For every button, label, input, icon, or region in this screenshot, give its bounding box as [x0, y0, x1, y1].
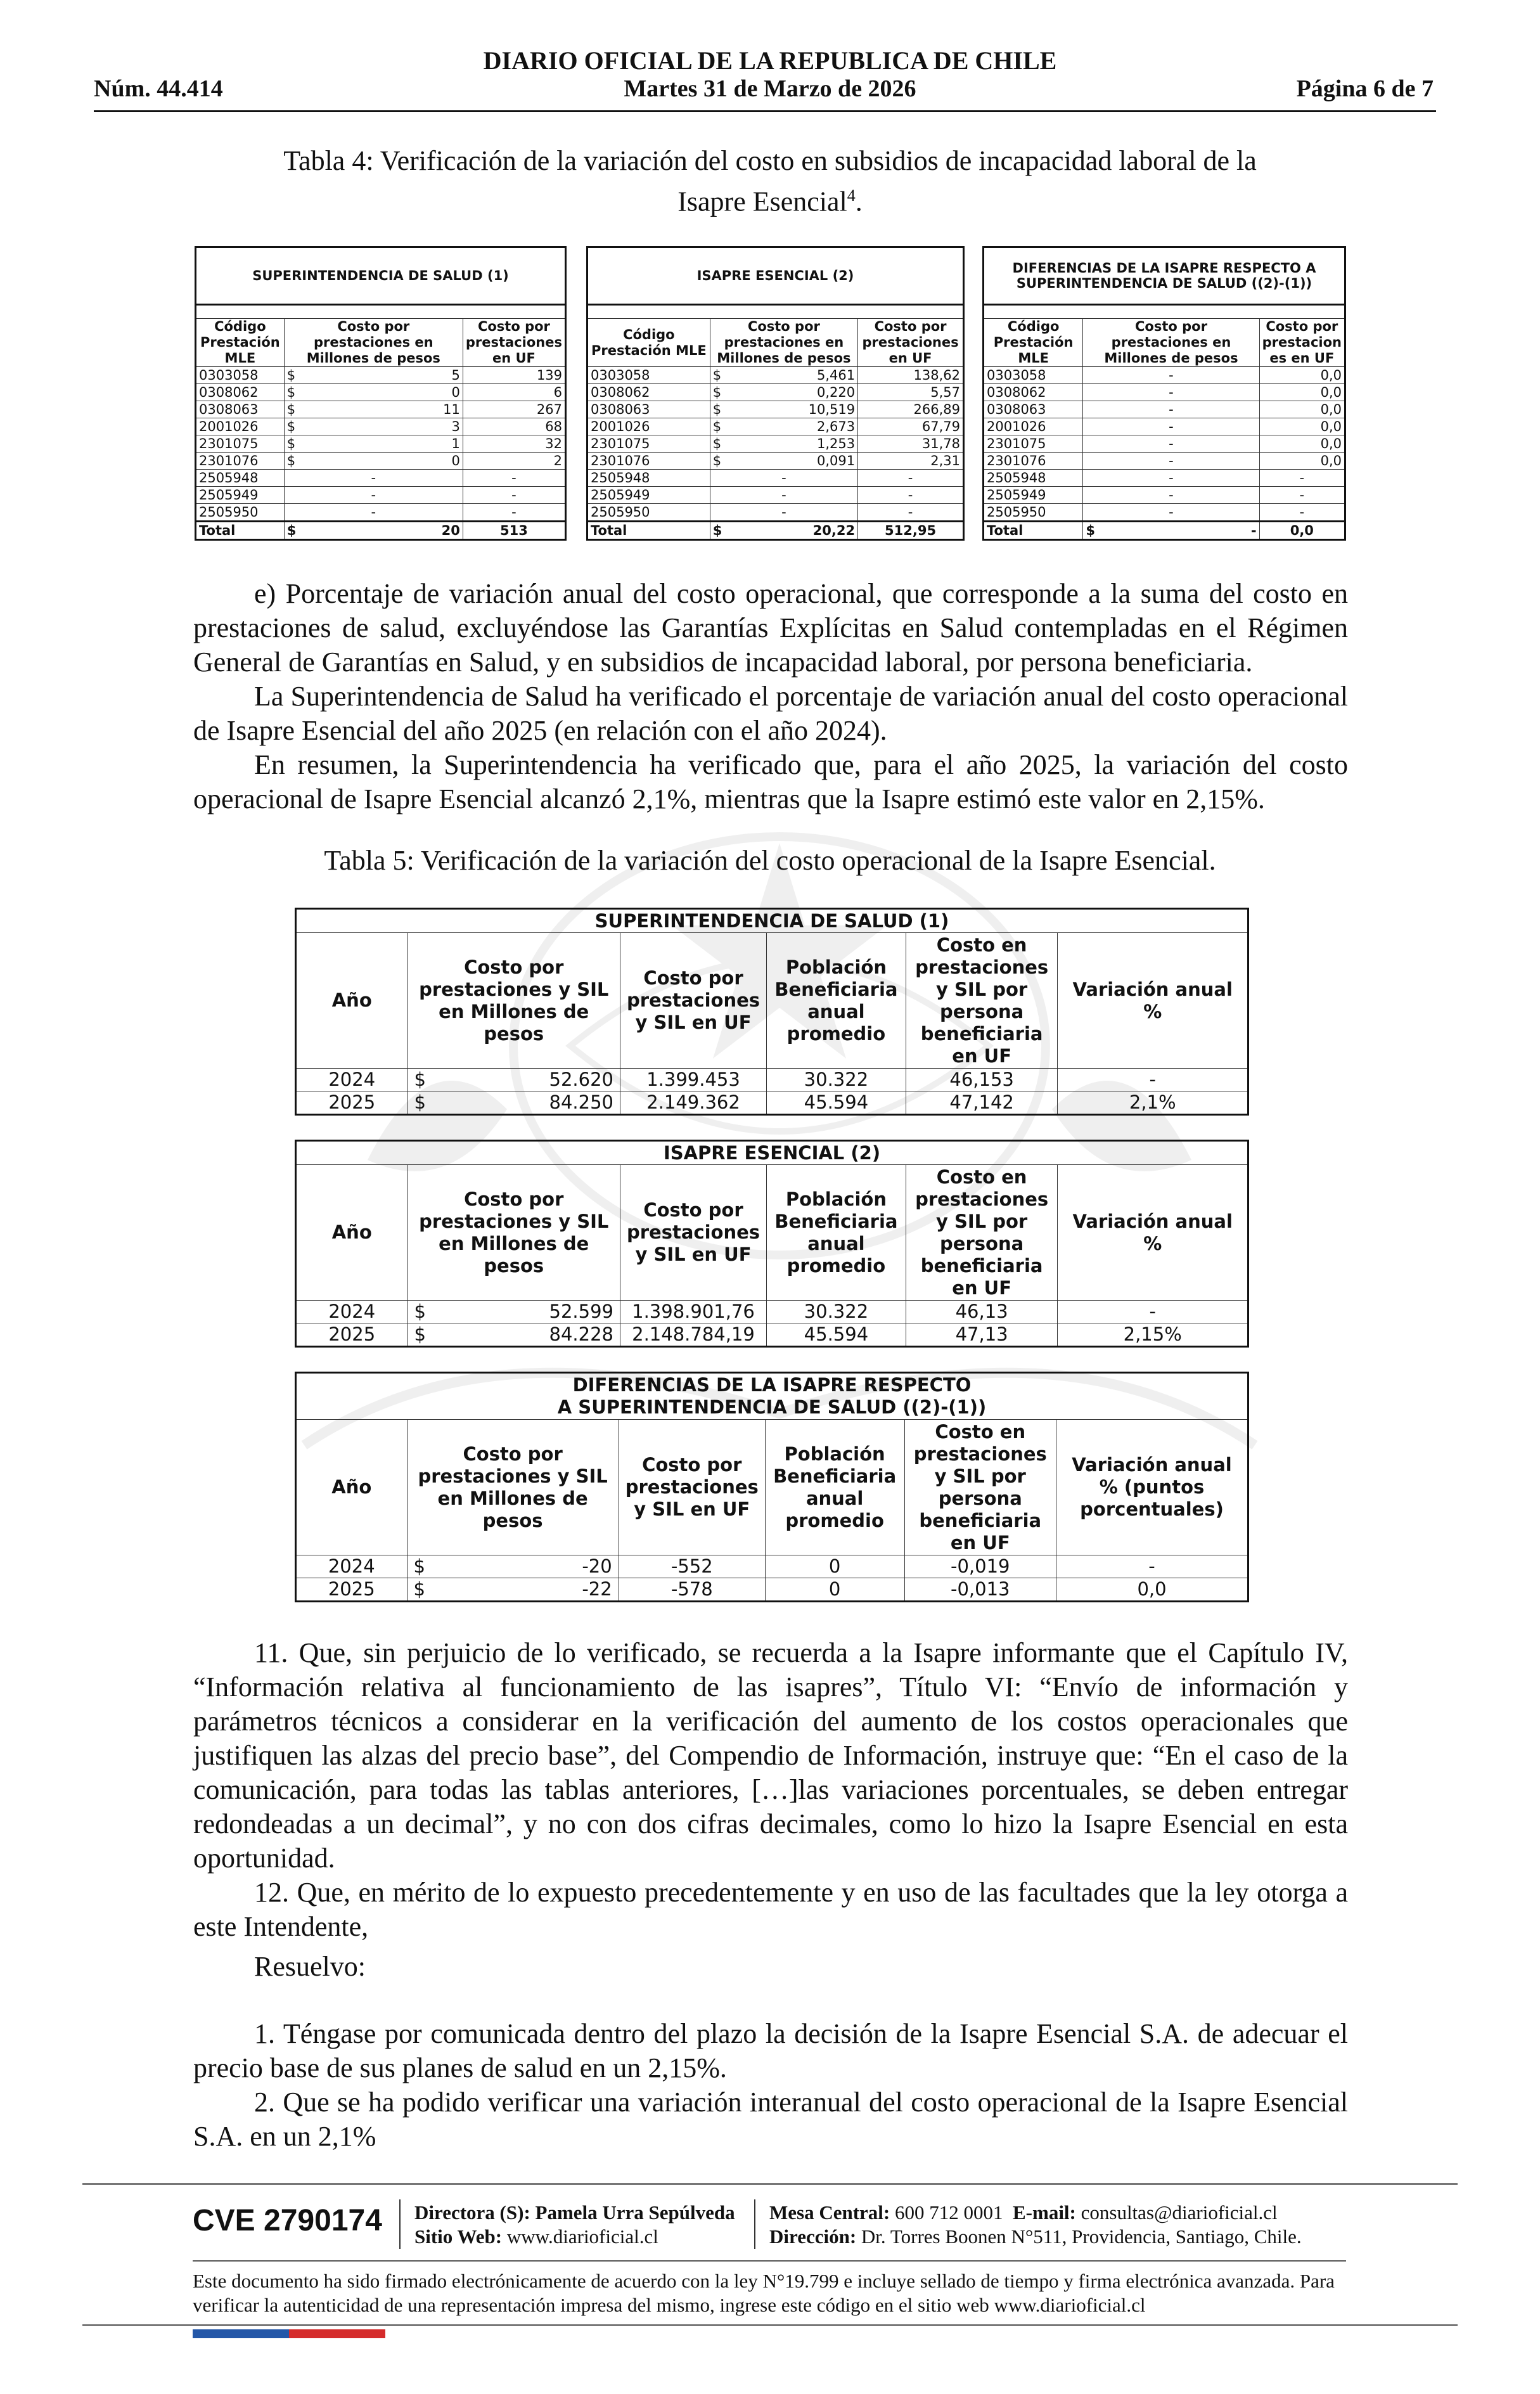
cell-uf: - — [858, 487, 964, 504]
cell-pesos — [284, 453, 463, 470]
cell-pesos — [284, 435, 463, 453]
footer-inner-rule — [193, 2260, 1346, 2262]
cell-uf: - — [463, 470, 565, 487]
currency-sign: $ — [712, 453, 722, 468]
flag-stripe-blue — [193, 2329, 289, 2338]
considerandos-11-12 — [193, 1636, 1348, 1944]
cell-pesos: - — [1083, 504, 1259, 522]
cell-uf: 0,0 — [1259, 435, 1345, 453]
cell-pesos — [407, 1091, 620, 1115]
table-title-line1: DIFERENCIAS DE LA ISAPRE RESPECTO — [572, 1374, 972, 1396]
footer-bottom-rule — [82, 2324, 1458, 2326]
cell-pesos-value: 52.599 — [549, 1301, 613, 1322]
cell-variacion: 0,0 — [1056, 1578, 1248, 1602]
currency-sign: $ — [413, 1578, 425, 1600]
table-row — [984, 367, 1345, 384]
total-uf: 512,95 — [858, 522, 964, 540]
table-row — [587, 504, 964, 522]
cell-pesos: - — [1083, 453, 1259, 470]
col-header-uf: Costo por prestacion es en UF — [1259, 319, 1345, 367]
cell-codigo: 0303058 — [196, 367, 285, 384]
footer-separator — [754, 2199, 755, 2249]
total-pesos-value: 20,22 — [812, 523, 856, 538]
currency-sign: $ — [414, 1091, 426, 1113]
resuelvo-heading — [193, 1950, 1348, 1984]
caption-end: . — [855, 186, 863, 217]
table-row — [296, 1301, 1248, 1323]
cell-uf: 0,0 — [1259, 401, 1345, 418]
col-header-anio: Año — [296, 1165, 408, 1301]
cell-uf: - — [1259, 504, 1345, 522]
mesa-label: Mesa Central: — [769, 2201, 890, 2223]
col-header-pesos: Costo por prestaciones en Millones de pesos — [284, 319, 463, 367]
signature-note: Este documento ha sido firmado electrónicamente de acuerdo con la ley N°19.799 e incluye sellado de tiempo y firma electrónica avanzada. Para verificar la autenticidad de una representación impresa del mismo, ingrese este código en el sitio web www.diarioficial.cl — [193, 2270, 1335, 2316]
cell-uf: 1.398.901,76 — [620, 1301, 766, 1323]
table-row — [196, 504, 566, 522]
cell-uf: 2.149.362 — [620, 1091, 766, 1115]
cell-uf: 0,0 — [1259, 453, 1345, 470]
sitio-link[interactable]: www.diarioficial.cl — [506, 2225, 658, 2248]
cell-variacion: - — [1056, 1555, 1248, 1578]
table-4-isapre-esencial — [586, 246, 965, 541]
cell-uf: -578 — [619, 1578, 765, 1602]
col-header-variacion-puntos: Variación anual % (puntos porcentuales) — [1056, 1420, 1248, 1555]
table-row — [196, 418, 566, 435]
cell-poblacion: 45.594 — [767, 1323, 906, 1347]
cell-codigo: 2505948 — [587, 470, 710, 487]
cell-pesos-value: 1 — [451, 436, 460, 451]
cell-variacion: 2,15% — [1058, 1323, 1248, 1347]
cell-pesos: - — [710, 504, 857, 522]
cell-pesos-value: 84.250 — [549, 1091, 613, 1113]
direccion-text: Dr. Torres Boonen N°511, Providencia, Santiago, Chile. — [861, 2225, 1302, 2248]
table-row — [587, 418, 964, 435]
cell-pesos — [407, 1323, 620, 1347]
cell-pesos — [710, 384, 857, 401]
cell-pesos-value: 2,673 — [816, 419, 856, 434]
resolution-points — [193, 2017, 1348, 2154]
directora-name: Pamela Urra Sepúlveda — [535, 2201, 735, 2223]
table-row — [984, 470, 1345, 487]
table-row — [587, 401, 964, 418]
cell-pesos-value: 0,220 — [816, 385, 856, 400]
total-row — [196, 522, 566, 540]
total-label: Total — [587, 522, 710, 540]
col-header-costo-persona: Costo en prestaciones y SIL por persona beneficiaria en UF — [906, 933, 1058, 1069]
col-header-costo-pesos: Costo por prestaciones y SIL en Millones de pesos — [407, 1165, 620, 1301]
col-header-uf: Costo por prestaciones en UF — [858, 319, 964, 367]
table-row — [984, 504, 1345, 522]
cell-costo-persona: 47,142 — [906, 1091, 1058, 1115]
table-row — [984, 453, 1345, 470]
table-row — [587, 384, 964, 401]
table-row — [296, 1091, 1248, 1115]
cell-codigo: 2505948 — [196, 470, 285, 487]
currency-sign: $ — [414, 1301, 426, 1322]
cell-anio: 2025 — [296, 1578, 407, 1602]
col-header-variacion: Variación anual % — [1058, 933, 1248, 1069]
currency-sign: $ — [712, 385, 722, 400]
currency-sign: $ — [712, 436, 722, 451]
cell-pesos: - — [1083, 470, 1259, 487]
cell-pesos — [284, 367, 463, 384]
table-title: DIFERENCIAS DE LA ISAPRE RESPECTO A SUPERINTENDENCIA DE SALUD ((2)-(1)) — [984, 247, 1345, 305]
col-header-poblacion: Población Beneficiaria anual promedio — [767, 933, 906, 1069]
cell-codigo: 0303058 — [984, 367, 1083, 384]
table-5-superintendencia — [295, 908, 1249, 1116]
table-row — [587, 453, 964, 470]
cell-costo-persona: 46,13 — [906, 1301, 1058, 1323]
paragraph: 2. Que se ha podido verificar una variación interanual del costo operacional de la Isapre Esencial S.A. en un 2,1% — [193, 2087, 1348, 2152]
currency-sign: $ — [414, 1069, 426, 1090]
email-link[interactable]: consultas@diarioficial.cl — [1081, 2201, 1278, 2223]
cell-pesos-value: 84.228 — [549, 1323, 613, 1345]
paragraph: 12. Que, en mérito de lo expuesto precedentemente y en uso de las facultades que la ley otorga a este Intendente, — [193, 1877, 1348, 1942]
cell-uf: 138,62 — [858, 367, 964, 384]
issue-number: Núm. 44.414 — [94, 75, 223, 102]
cell-variacion: - — [1058, 1301, 1248, 1323]
cell-uf: 0,0 — [1259, 418, 1345, 435]
cell-codigo: 2301075 — [984, 435, 1083, 453]
cell-codigo: 2505949 — [587, 487, 710, 504]
currency-sign: $ — [712, 368, 722, 383]
cell-codigo: 2505950 — [196, 504, 285, 522]
col-header-anio: Año — [296, 1420, 407, 1555]
mesa-phone: 600 712 0001 — [895, 2201, 1003, 2223]
cell-uf: 1.399.453 — [620, 1069, 766, 1091]
cell-pesos — [407, 1578, 619, 1602]
cell-poblacion: 30.322 — [767, 1069, 906, 1091]
paragraph: En resumen, la Superintendencia ha verificado que, para el año 2025, la variación del costo operacional de Isapre Esencial alcanzó 2,1%, mientras que la Isapre estimó este valor en 2,15%. — [193, 749, 1348, 814]
col-header-variacion: Variación anual % — [1058, 1165, 1248, 1301]
total-uf: 513 — [463, 522, 565, 540]
cell-codigo: 2505948 — [984, 470, 1083, 487]
table-4-caption-line2 — [190, 178, 1350, 219]
table-row — [587, 487, 964, 504]
cell-pesos-value: 1,253 — [816, 436, 856, 451]
table-title — [296, 1373, 1248, 1420]
currency-sign: $ — [286, 368, 296, 383]
cell-uf: 267 — [463, 401, 565, 418]
paragraph: La Superintendencia de Salud ha verificado el porcentaje de variación anual del costo operacional de Isapre Esencial del año 2025 (en relación con el año 2024). — [193, 681, 1348, 746]
cell-uf: 2 — [463, 453, 565, 470]
col-header-costo-persona: Costo en prestaciones y SIL por persona beneficiaria en UF — [904, 1420, 1056, 1555]
cell-uf: - — [858, 470, 964, 487]
currency-sign: $ — [1086, 523, 1095, 538]
cell-pesos-value: 0,091 — [816, 453, 856, 468]
cell-pesos-value: 0 — [451, 385, 460, 400]
cell-codigo: 2301076 — [587, 453, 710, 470]
cell-pesos: - — [284, 470, 463, 487]
table-4-diferencias — [982, 246, 1346, 541]
table-title: ISAPRE ESENCIAL (2) — [587, 247, 964, 305]
cell-variacion: 2,1% — [1058, 1091, 1248, 1115]
cell-codigo: 2301075 — [587, 435, 710, 453]
total-pesos-value: 20 — [441, 523, 460, 538]
table-row — [587, 470, 964, 487]
cell-anio: 2024 — [296, 1069, 408, 1091]
table-row — [587, 367, 964, 384]
cell-pesos-value: 5 — [451, 368, 460, 383]
col-header-codigo: Código Prestación MLE — [587, 319, 710, 367]
col-header-poblacion: Población Beneficiaria anual promedio — [765, 1420, 904, 1555]
cell-pesos-value: 11 — [443, 402, 460, 417]
table-row — [984, 418, 1345, 435]
cell-anio: 2025 — [296, 1091, 408, 1115]
cell-uf: 0,0 — [1259, 384, 1345, 401]
email-label: E-mail: — [1013, 2201, 1076, 2223]
table-row — [984, 384, 1345, 401]
col-header-costo-uf: Costo por prestaciones y SIL en UF — [619, 1420, 765, 1555]
cell-uf: 2.148.784,19 — [620, 1323, 766, 1347]
cell-costo-persona: 46,153 — [906, 1069, 1058, 1091]
table-row — [296, 1578, 1248, 1602]
cell-codigo: 2505949 — [196, 487, 285, 504]
col-header-costo-pesos: Costo por prestaciones y SIL en Millones de pesos — [407, 1420, 619, 1555]
cell-pesos-value: -20 — [582, 1555, 612, 1577]
flag-stripe-red — [289, 2329, 385, 2338]
header-rule — [94, 110, 1436, 112]
table-row — [196, 453, 566, 470]
cell-anio: 2025 — [296, 1323, 408, 1347]
cell-uf: 31,78 — [858, 435, 964, 453]
cell-pesos-value: 3 — [451, 419, 460, 434]
cell-codigo: 0303058 — [587, 367, 710, 384]
cell-costo-persona: -0,019 — [904, 1555, 1056, 1578]
cell-codigo: 2301075 — [196, 435, 285, 453]
cell-uf: 0,0 — [1259, 367, 1345, 384]
total-row — [984, 522, 1345, 540]
table-title: SUPERINTENDENCIA DE SALUD (1) — [196, 247, 566, 305]
cell-pesos — [407, 1301, 620, 1323]
cell-pesos-value: -22 — [582, 1578, 612, 1600]
table-row — [984, 401, 1345, 418]
footer-separator — [399, 2199, 401, 2249]
cell-pesos: - — [1083, 435, 1259, 453]
table-row — [296, 1323, 1248, 1347]
currency-sign: $ — [413, 1555, 425, 1577]
table-5-caption: Tabla 5: Verificación de la variación del costo operacional de la Isapre Esencial. — [324, 845, 1216, 876]
total-pesos-value: - — [1250, 523, 1257, 538]
cell-codigo: 2001026 — [984, 418, 1083, 435]
total-uf: 0,0 — [1259, 522, 1345, 540]
cell-uf: - — [858, 504, 964, 522]
currency-sign: $ — [712, 419, 722, 434]
paragraph: e) Porcentaje de variación anual del costo operacional, que corresponde a la suma del costo en prestaciones de salud, excluyéndose las Garantías Explícitas en Salud contempladas en el Régimen General de Garantías en Salud, y en subsidios de incapacidad laboral, por persona beneficiaria. — [193, 578, 1348, 678]
currency-sign: $ — [286, 453, 296, 468]
table-row — [196, 435, 566, 453]
col-header-pesos: Costo por prestaciones en Millones de pesos — [1083, 319, 1259, 367]
table-spacer — [587, 305, 964, 319]
cell-uf: - — [1259, 470, 1345, 487]
currency-sign: $ — [286, 402, 296, 417]
table-row — [196, 487, 566, 504]
total-pesos — [1083, 522, 1259, 540]
cell-pesos: - — [1083, 487, 1259, 504]
cell-poblacion: 45.594 — [767, 1091, 906, 1115]
cell-codigo: 2301076 — [196, 453, 285, 470]
cell-uf: 139 — [463, 367, 565, 384]
cell-codigo: 0308063 — [196, 401, 285, 418]
table-title-line2: A SUPERINTENDENCIA DE SALUD ((2)-(1)) — [557, 1396, 987, 1418]
col-header-codigo: Código Prestación MLE — [196, 319, 285, 367]
cell-poblacion: 0 — [765, 1555, 904, 1578]
cell-pesos: - — [284, 487, 463, 504]
cell-poblacion: 30.322 — [767, 1301, 906, 1323]
cell-uf: - — [463, 504, 565, 522]
total-label: Total — [984, 522, 1083, 540]
cell-pesos — [284, 418, 463, 435]
table-row — [196, 367, 566, 384]
newspaper-title: DIARIO OFICIAL DE LA REPUBLICA DE CHILE — [483, 46, 1057, 75]
currency-sign: $ — [286, 419, 296, 434]
cell-pesos: - — [1083, 384, 1259, 401]
cell-codigo: 0308063 — [587, 401, 710, 418]
footnote-mark: 4 — [847, 186, 856, 205]
cell-uf: 67,79 — [858, 418, 964, 435]
currency-sign: $ — [286, 385, 296, 400]
cell-codigo: 0308063 — [984, 401, 1083, 418]
table-5-isapre-esencial — [295, 1140, 1249, 1348]
total-pesos — [710, 522, 857, 540]
table-row — [296, 1555, 1248, 1578]
cell-uf: 2,31 — [858, 453, 964, 470]
table-row — [196, 401, 566, 418]
cell-pesos — [710, 367, 857, 384]
cell-costo-persona: 47,13 — [906, 1323, 1058, 1347]
cell-uf: 6 — [463, 384, 565, 401]
cell-pesos — [407, 1555, 619, 1578]
cell-codigo: 0308062 — [196, 384, 285, 401]
currency-sign: $ — [286, 436, 296, 451]
issue-date: Martes 31 de Marzo de 2026 — [624, 75, 916, 102]
cell-pesos-value: 0 — [451, 453, 460, 468]
table-row — [587, 435, 964, 453]
cell-codigo: 2301076 — [984, 453, 1083, 470]
total-pesos — [284, 522, 463, 540]
cell-codigo: 2001026 — [196, 418, 285, 435]
cell-pesos — [407, 1069, 620, 1091]
cell-uf: 32 — [463, 435, 565, 453]
total-label: Total — [196, 522, 285, 540]
paragraph: 1. Téngase por comunicada dentro del plazo la decisión de la Isapre Esencial S.A. de adecuar el precio base de sus planes de salud en un 2,15%. — [193, 2018, 1348, 2083]
cell-pesos — [284, 384, 463, 401]
table-title: ISAPRE ESENCIAL (2) — [296, 1141, 1248, 1165]
total-row — [587, 522, 964, 540]
col-header-poblacion: Población Beneficiaria anual promedio — [767, 1165, 906, 1301]
col-header-costo-persona: Costo en prestaciones y SIL por persona beneficiaria en UF — [906, 1165, 1058, 1301]
cell-pesos — [284, 401, 463, 418]
resuelvo-label: Resuelvo: — [254, 1951, 366, 1982]
cell-uf: 5,57 — [858, 384, 964, 401]
footer-contact-left — [414, 2201, 735, 2249]
table-row — [984, 487, 1345, 504]
cell-uf: - — [463, 487, 565, 504]
cell-pesos: - — [710, 470, 857, 487]
table-4-caption-line1: Tabla 4: Verificación de la variación del costo en subsidios de incapacidad laboral de la — [283, 145, 1257, 176]
cell-poblacion: 0 — [765, 1578, 904, 1602]
caption-text: Isapre Esencial — [677, 186, 847, 217]
cell-codigo: 2505950 — [587, 504, 710, 522]
section-e-paragraphs — [193, 577, 1348, 816]
cell-pesos — [710, 435, 857, 453]
table-row — [984, 435, 1345, 453]
currency-sign: $ — [712, 523, 722, 538]
cell-pesos-value: 10,519 — [808, 402, 856, 417]
cell-codigo: 0308062 — [984, 384, 1083, 401]
cell-uf: 68 — [463, 418, 565, 435]
col-header-anio: Año — [296, 933, 408, 1069]
cell-pesos — [710, 401, 857, 418]
currency-sign: $ — [712, 402, 722, 417]
currency-sign: $ — [286, 523, 297, 538]
col-header-uf: Costo por prestaciones en UF — [463, 319, 565, 367]
table-row — [296, 1069, 1248, 1091]
directora-label: Directora (S): — [414, 2201, 530, 2223]
sitio-label: Sitio Web: — [414, 2225, 503, 2248]
cell-pesos: - — [284, 504, 463, 522]
cell-uf: -552 — [619, 1555, 765, 1578]
cell-costo-persona: -0,013 — [904, 1578, 1056, 1602]
cell-pesos: - — [1083, 401, 1259, 418]
cell-variacion: - — [1058, 1069, 1248, 1091]
table-title: SUPERINTENDENCIA DE SALUD (1) — [296, 909, 1248, 933]
cell-pesos: - — [710, 487, 857, 504]
page-number: Página 6 de 7 — [1296, 75, 1434, 102]
cell-codigo: 2001026 — [587, 418, 710, 435]
col-header-costo-uf: Costo por prestaciones y SIL en UF — [620, 1165, 766, 1301]
table-5-diferencias — [295, 1372, 1249, 1602]
cell-uf: 266,89 — [858, 401, 964, 418]
table-spacer — [984, 305, 1345, 319]
cell-anio: 2024 — [296, 1301, 408, 1323]
footer-contact-right — [769, 2201, 1302, 2249]
table-spacer — [196, 305, 566, 319]
cell-pesos: - — [1083, 367, 1259, 384]
table-row — [196, 470, 566, 487]
col-header-pesos: Costo por prestaciones en Millones de pesos — [710, 319, 857, 367]
cell-pesos-value: 52.620 — [549, 1069, 613, 1090]
cve-code: CVE 2790174 — [193, 2204, 382, 2237]
paragraph: 11. Que, sin perjuicio de lo verificado, se recuerda a la Isapre informante que el Capítulo IV, “Información relativa al funcionamiento de las isapres”, Título VI: “Envío de información y parámetros técnicos a considerar en la verificación del aumento de los costos operacionales que justifiquen las alzas del precio base”, del Compendio de Información, instruye que: “En el caso de la comunicación, para todas las tablas anteriores, […]las variaciones porcentuales, se deben entregar redondeadas a un decimal”, y no con dos cifras decimales, como lo hizo la Isapre Esencial en esta oportunidad. — [193, 1637, 1348, 1874]
cell-pesos — [710, 418, 857, 435]
col-header-codigo: Código Prestación MLE — [984, 319, 1083, 367]
cell-uf: - — [1259, 487, 1345, 504]
cell-codigo: 2505949 — [984, 487, 1083, 504]
cell-codigo: 0308062 — [587, 384, 710, 401]
direccion-label: Dirección: — [769, 2225, 857, 2248]
cell-codigo: 2505950 — [984, 504, 1083, 522]
table-row — [196, 384, 566, 401]
col-header-costo-uf: Costo por prestaciones y SIL en UF — [620, 933, 766, 1069]
cell-pesos-value: 5,461 — [816, 368, 856, 383]
table-4-caption — [190, 143, 1350, 219]
cell-anio: 2024 — [296, 1555, 407, 1578]
footer-rule — [82, 2183, 1458, 2185]
cell-pesos: - — [1083, 418, 1259, 435]
table-4-superintendencia — [195, 246, 567, 541]
currency-sign: $ — [414, 1323, 426, 1345]
cell-pesos — [710, 453, 857, 470]
col-header-costo-pesos: Costo por prestaciones y SIL en Millones de pesos — [407, 933, 620, 1069]
